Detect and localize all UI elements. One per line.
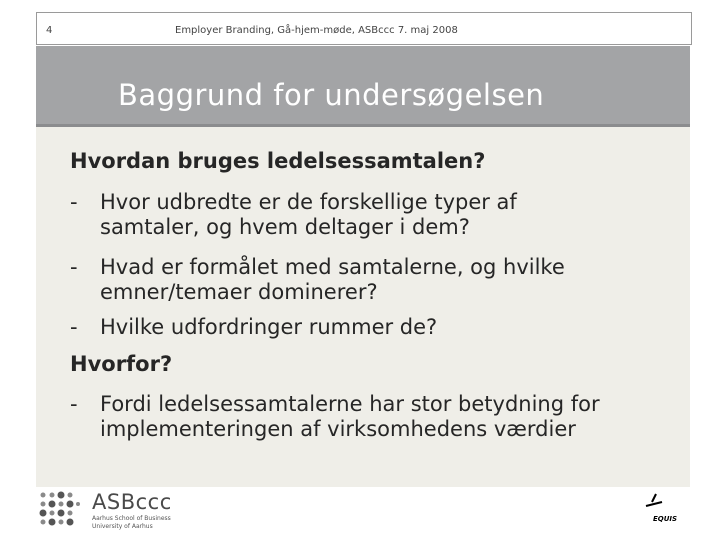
header-text: Employer Branding, Gå-hjem-møde, ASBccc 7. maj 2008 (175, 25, 458, 36)
bullet-item (70, 392, 670, 442)
bullet-item (70, 190, 670, 240)
bullet-dash: - (70, 315, 78, 339)
asb-sub-line: Aarhus School of Business (92, 515, 171, 522)
bullet-dash: - (70, 255, 78, 279)
asb-logo-subtitle (92, 515, 171, 531)
asb-logo-icon (38, 490, 82, 532)
heading-why: Hvorfor? (70, 352, 173, 376)
heading-how: Hvordan bruges ledelsessamtalen? (70, 149, 486, 173)
equis-label: EQUIS (653, 515, 678, 523)
bullet-item (70, 315, 670, 340)
asb-logo-name: ASBccc (92, 490, 172, 514)
bullet-text: Hvad er formålet med samtalerne, og hvilke emner/temaer dominerer? (100, 255, 565, 304)
bullet-text: Hvor udbredte er de forskellige typer af samtaler, og hvem deltager i dem? (100, 190, 517, 239)
bullet-text: Hvilke udfordringer rummer de? (100, 315, 438, 339)
bullet-item (70, 255, 670, 305)
slide-number: 4 (46, 25, 53, 36)
asb-sub-line: University of Aarhus (92, 523, 153, 530)
bullet-dash: - (70, 190, 78, 214)
slide-title: Baggrund for undersøgelsen (118, 78, 545, 112)
equis-logo-icon (640, 492, 670, 516)
bullet-text: Fordi ledelsessamtalerne har stor betydning for implementeringen af virksomhedens værdier (100, 392, 600, 441)
bullet-dash: - (70, 392, 78, 416)
